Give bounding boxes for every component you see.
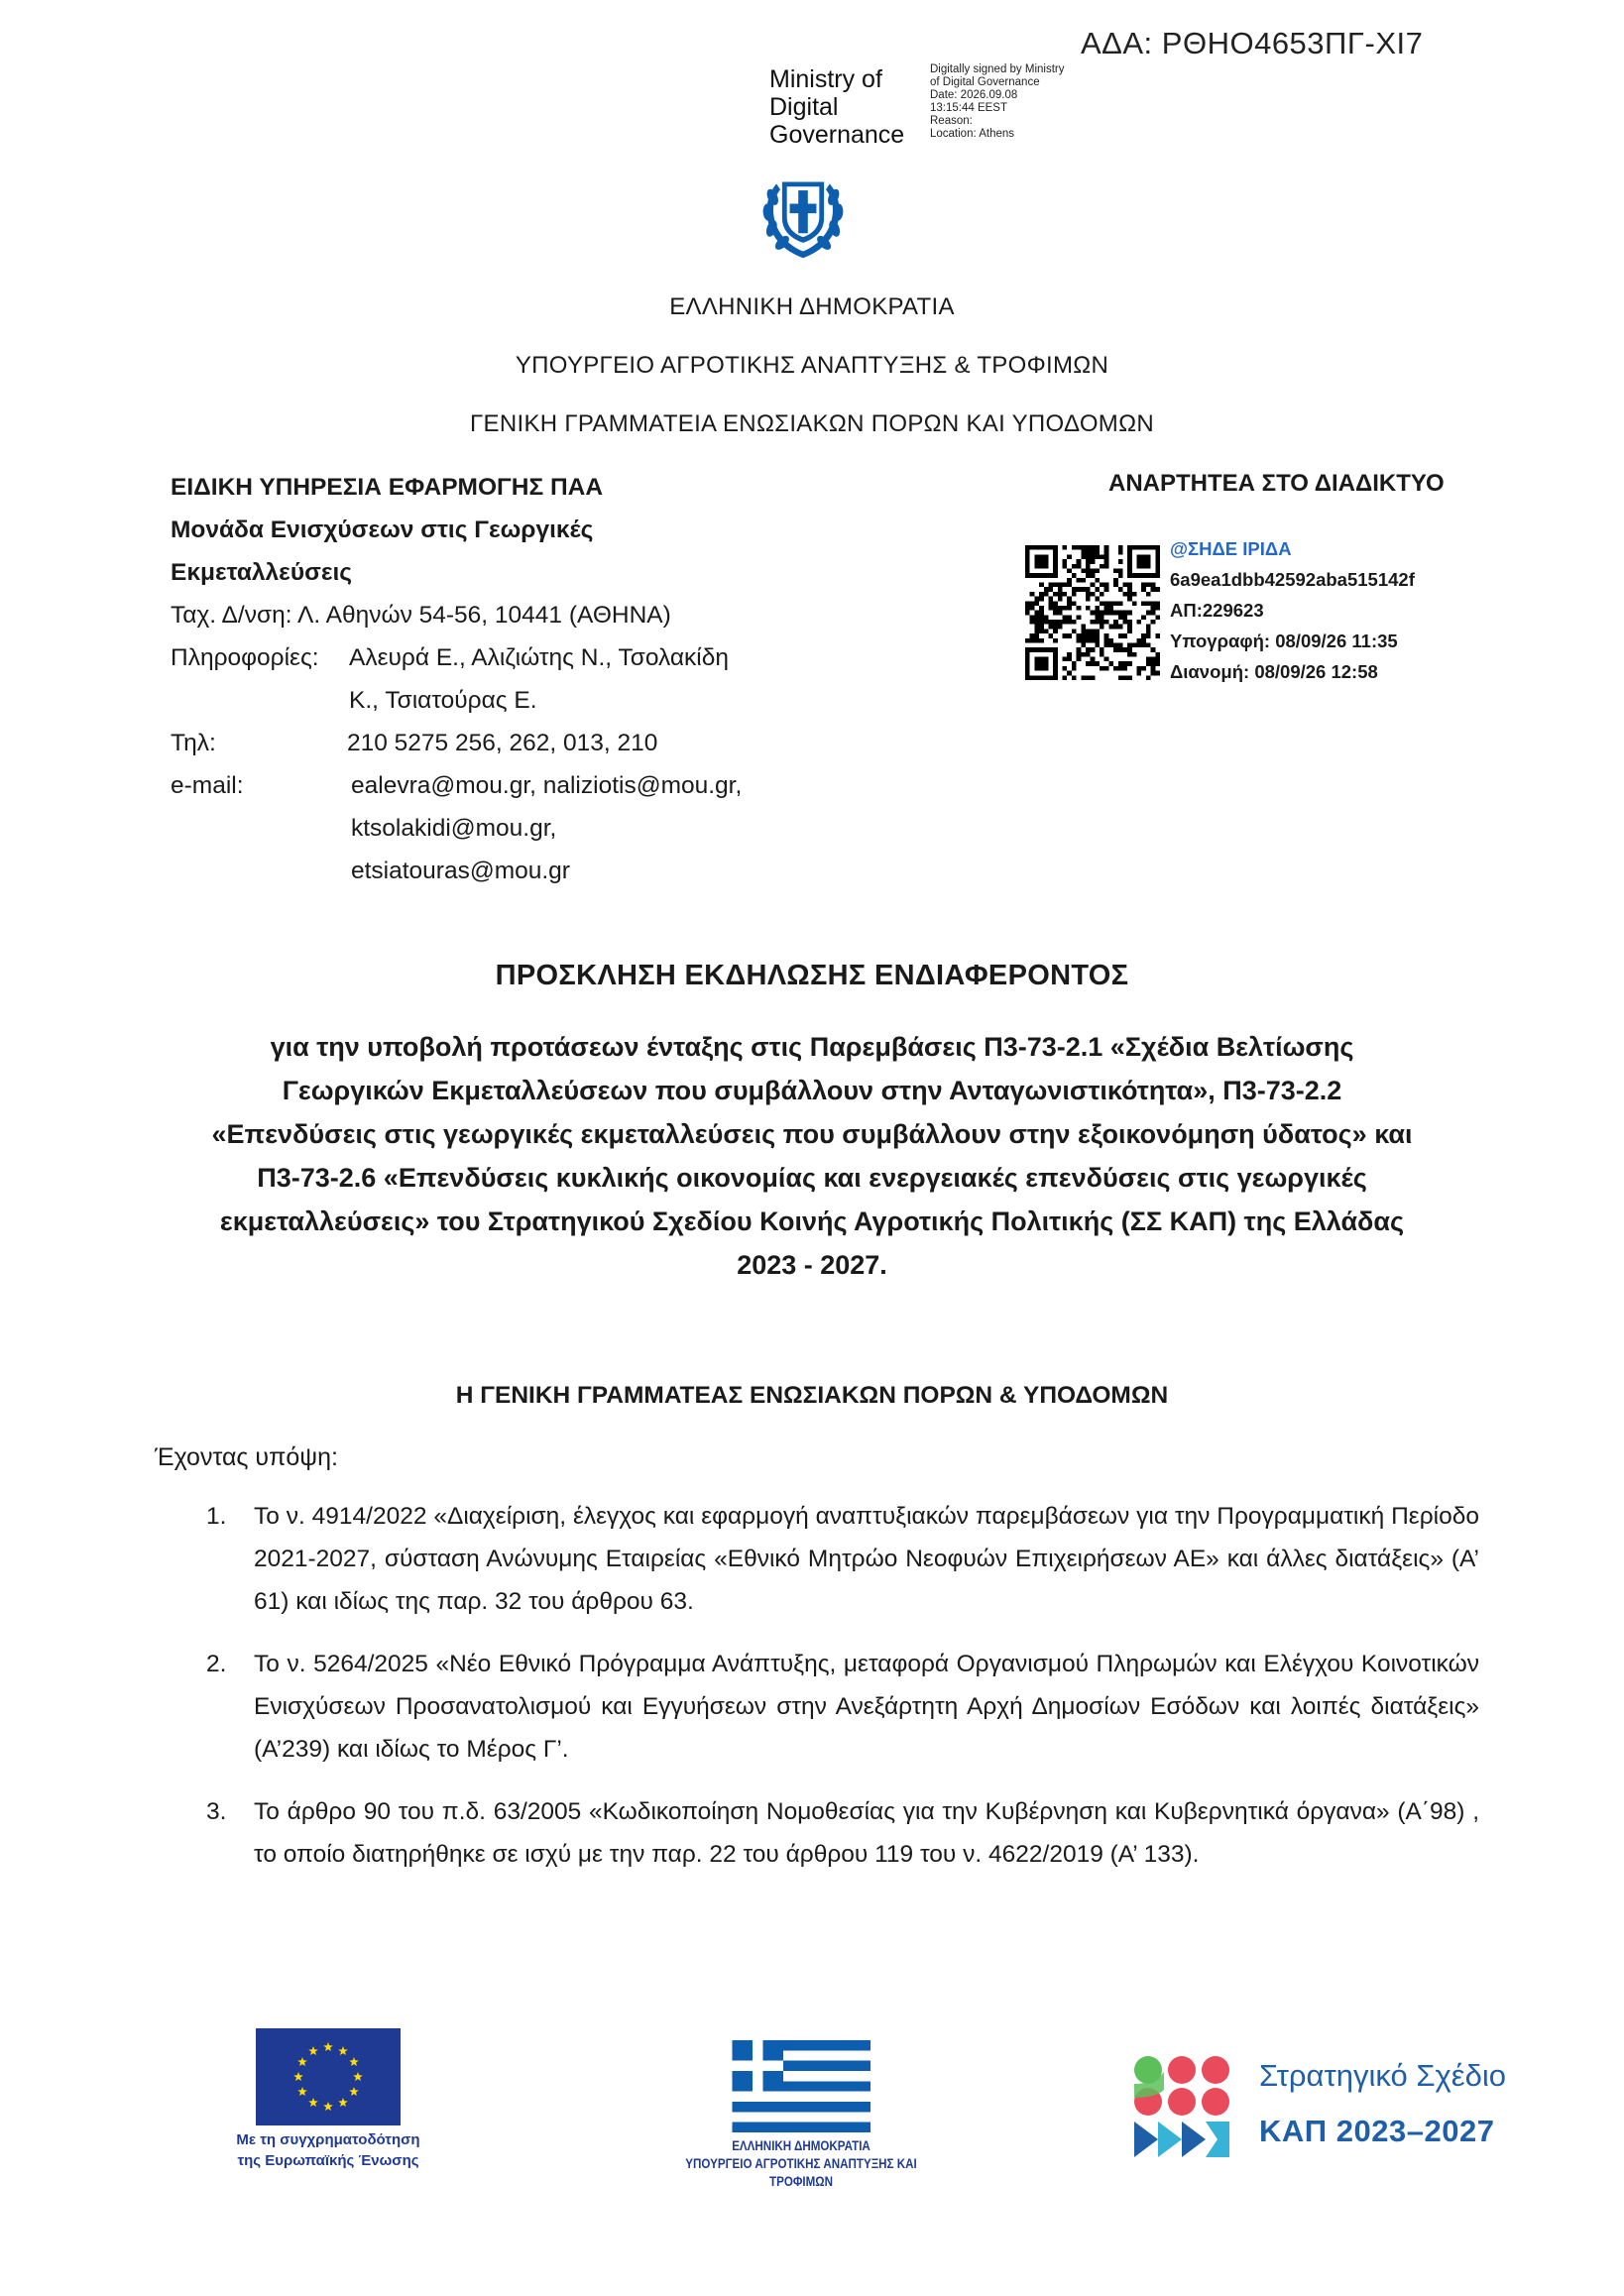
irida-hash: 6a9ea1dbb42592aba515142f bbox=[1170, 569, 1415, 590]
signature-org-line: Digital bbox=[769, 93, 839, 121]
subtitle-line: Π3-73-2.6 «Επενδύσεις κυκλικής οικονομίας και ενεργειακές επενδύσεις στις γεωργικές bbox=[257, 1163, 1367, 1193]
sender-block bbox=[171, 466, 845, 892]
considering-intro: Έχοντας υπόψη: bbox=[155, 1443, 338, 1471]
irida-protocol-number: ΑΠ:229623 bbox=[1170, 600, 1264, 621]
document-subtitle bbox=[149, 1025, 1475, 1287]
eu-caption-line: Με τη συγχρηματοδότηση bbox=[236, 2131, 420, 2148]
signature-meta-line: of Digital Governance bbox=[930, 76, 1040, 88]
unit-name-line1: Μονάδα Ενισχύσεων στις Γεωργικές bbox=[171, 517, 594, 543]
postal-address: Ταχ. Δ/νση: Λ. Αθηνών 54-56, 10441 (ΑΘΗΝΑ) bbox=[171, 602, 671, 629]
email-value-line2: ktsolakidi@mou.gr, bbox=[351, 815, 557, 842]
unit-name-line2: Εκμεταλλεύσεις bbox=[171, 559, 353, 586]
spacer bbox=[171, 679, 349, 722]
irida-stamp bbox=[1170, 533, 1415, 687]
info-names-line2: Κ., Τσιατούρας Ε. bbox=[349, 687, 537, 714]
list-item bbox=[206, 1643, 1479, 1771]
info-row bbox=[171, 636, 845, 679]
signature-organization bbox=[769, 65, 904, 149]
signature-meta-line: Date: 2026.09.08 bbox=[930, 89, 1018, 101]
phone-label: Τηλ: bbox=[171, 730, 216, 756]
ministry-logo-caption bbox=[658, 2137, 945, 2191]
subtitle-line: 2023 - 2027. bbox=[737, 1250, 887, 1280]
signature-meta-line: Reason: bbox=[930, 115, 973, 127]
email-value-line1: ealevra@mou.gr, naliziotis@mou.gr, bbox=[351, 772, 743, 799]
email-row-cont bbox=[171, 807, 845, 850]
email-row bbox=[171, 764, 845, 807]
signature-meta-line: 13:15:44 EEST bbox=[930, 102, 1007, 114]
signature-meta-line: Location: Athens bbox=[930, 128, 1015, 140]
considerations-list bbox=[206, 1495, 1479, 1895]
irida-signature-date: Υπογραφή: 08/09/26 11:35 bbox=[1170, 631, 1398, 651]
list-item-number: 1. bbox=[206, 1503, 227, 1530]
subtitle-line: Γεωργικών Εκμεταλλεύσεων που συμβάλλουν στην Ανταγωνιστικότητα», Π3-73-2.2 bbox=[282, 1076, 1342, 1105]
list-item-number: 2. bbox=[206, 1651, 227, 1677]
email-label: e-mail: bbox=[171, 772, 244, 799]
phone-row bbox=[171, 722, 845, 764]
irida-distribution-date: Διανομή: 08/09/26 12:58 bbox=[1170, 661, 1378, 682]
eu-caption-line: της Ευρωπαϊκής Ένωσης bbox=[237, 2152, 419, 2169]
greek-emblem-icon bbox=[755, 169, 851, 264]
email-value-line3: etsiatouras@mou.gr bbox=[351, 858, 570, 884]
cap-logo-title: Στρατηγικό Σχέδιο bbox=[1259, 2058, 1506, 2093]
signature-org-line: Ministry of bbox=[769, 65, 882, 93]
list-item-text: Το ν. 5264/2025 «Νέο Εθνικό Πρόγραμμα Ανάπτυξης, μεταφορά Οργανισμού Πληρωμών και Ελέγχου Κοινοτικών Ενισχύσεων Προσανατολισμού και Εγγυήσεων στην Ανεξάρτητη Αρχή Δημοσίων Εσόδων και λοιπές διατάξεις» (Α’239) και ιδίως το Μέρος Γ’. bbox=[254, 1651, 1479, 1763]
spacer bbox=[171, 850, 351, 892]
signature-metadata bbox=[930, 63, 1065, 141]
cap-strategic-plan-logo-icon bbox=[1128, 2050, 1235, 2159]
list-item-text: Το άρθρο 90 του π.δ. 63/2005 «Κωδικοποίηση Νομοθεσίας για την Κυβέρνηση και Κυβερνητικά όργανα» (Α΄98) , το οποίο διατηρήθηκε σε ισχύ με την παρ. 22 του άρθρου 119 του ν. 4622/2019 (Α’ 133). bbox=[254, 1798, 1479, 1868]
info-row-cont bbox=[171, 679, 845, 722]
qr-code-icon bbox=[1025, 539, 1160, 686]
document-title: ΠΡΟΣΚΛΗΣΗ ΕΚΔΗΛΩΣΗΣ ΕΝΔΙΑΦΕΡΟΝΤΟΣ bbox=[495, 960, 1129, 991]
list-item-text: Το ν. 4914/2022 «Διαχείριση, έλεγχος και εφαρμογή αναπτυξιακών παρεμβάσεων για την Προγραμματική Περίοδο 2021-2027, σύσταση Ανώνυμης Εταιρείας «Εθνικό Μητρώο Νεοφυών Επιχειρήσεων ΑΕ» και άλλες διατάξεις» (Α’ 61) και ιδίως της παρ. 32 του άρθρου 63. bbox=[254, 1503, 1479, 1615]
spacer bbox=[171, 807, 351, 850]
republic-heading: ΕΛΛΗΝΙΚΗ ΔΗΜΟΚΡΑΤΙΑ bbox=[669, 293, 955, 320]
email-row-cont bbox=[171, 850, 845, 892]
list-item-number: 3. bbox=[206, 1798, 227, 1825]
eu-cofunding-caption bbox=[198, 2129, 458, 2171]
cap-logo-period: ΚΑΠ 2023–2027 bbox=[1259, 2114, 1495, 2148]
publish-online-label: ΑΝΑΡΤΗΤΕΑ ΣΤΟ ΔΙΑΔΙΚΤΥΟ bbox=[1108, 470, 1445, 497]
signature-meta-line: Digitally signed by Ministry bbox=[930, 63, 1065, 75]
list-item bbox=[206, 1790, 1479, 1876]
info-names-line1: Αλευρά Ε., Αλιζιώτης Ν., Τσολακίδη bbox=[349, 644, 729, 671]
signature-org-line: Governance bbox=[769, 121, 905, 149]
subtitle-line: «Επενδύσεις στις γεωργικές εκμεταλλεύσεις που συμβάλλουν στην εξοικονόμηση ύδατος» και bbox=[211, 1119, 1413, 1149]
subtitle-line: για την υποβολή προτάσεων ένταξης στις Παρεμβάσεις Π3-73-2.1 «Σχέδια Βελτίωσης bbox=[270, 1032, 1354, 1062]
subtitle-line: εκμεταλλεύσεις» του Στρατηγικού Σχεδίου Κοινής Αγροτικής Πολιτικής (ΣΣ ΚΑΠ) της Ελλάδας bbox=[219, 1206, 1405, 1236]
info-label: Πληροφορίες: bbox=[171, 644, 319, 671]
service-name: ΕΙΔΙΚΗ ΥΠΗΡΕΣΙΑ ΕΦΑΡΜΟΓΗΣ ΠΑΑ bbox=[171, 474, 604, 501]
ministry-caption-line: ΥΠΟΥΡΓΕΙΟ ΑΓΡΟΤΙΚΗΣ ΑΝΑΠΤΥΞΗΣ ΚΑΙ ΤΡΟΦΙΜΩΝ bbox=[685, 2156, 917, 2189]
list-item bbox=[206, 1495, 1479, 1623]
ada-code: ΑΔΑ: ΡΘΗΟ4653ΠΓ-ΧΙ7 bbox=[1081, 26, 1424, 60]
ministry-caption-line: ΕΛΛΗΝΙΚΗ ΔΗΜΟΚΡΑΤΙΑ bbox=[732, 2138, 870, 2153]
greek-flag-icon bbox=[732, 2040, 870, 2132]
phone-value: 210 5275 256, 262, 013, 210 bbox=[347, 730, 658, 756]
secretariat-heading: ΓΕΝΙΚΗ ΓΡΑΜΜΑΤΕΙΑ ΕΝΩΣΙΑΚΩΝ ΠΟΡΩΝ ΚΑΙ ΥΠΟΔΟΜΩΝ bbox=[470, 410, 1154, 437]
section-title: Η ΓΕΝΙΚΗ ΓΡΑΜΜΑΤΕΑΣ ΕΝΩΣΙΑΚΩΝ ΠΟΡΩΝ & ΥΠΟΔΟΜΩΝ bbox=[455, 1382, 1169, 1409]
eu-flag-icon bbox=[256, 2028, 401, 2125]
ministry-heading: ΥΠΟΥΡΓΕΙΟ ΑΓΡΟΤΙΚΗΣ ΑΝΑΠΤΥΞΗΣ & ΤΡΟΦΙΜΩΝ bbox=[515, 352, 1109, 379]
irida-brand: @ΣΗΔΕ ΙΡΙΔΑ bbox=[1170, 538, 1292, 559]
